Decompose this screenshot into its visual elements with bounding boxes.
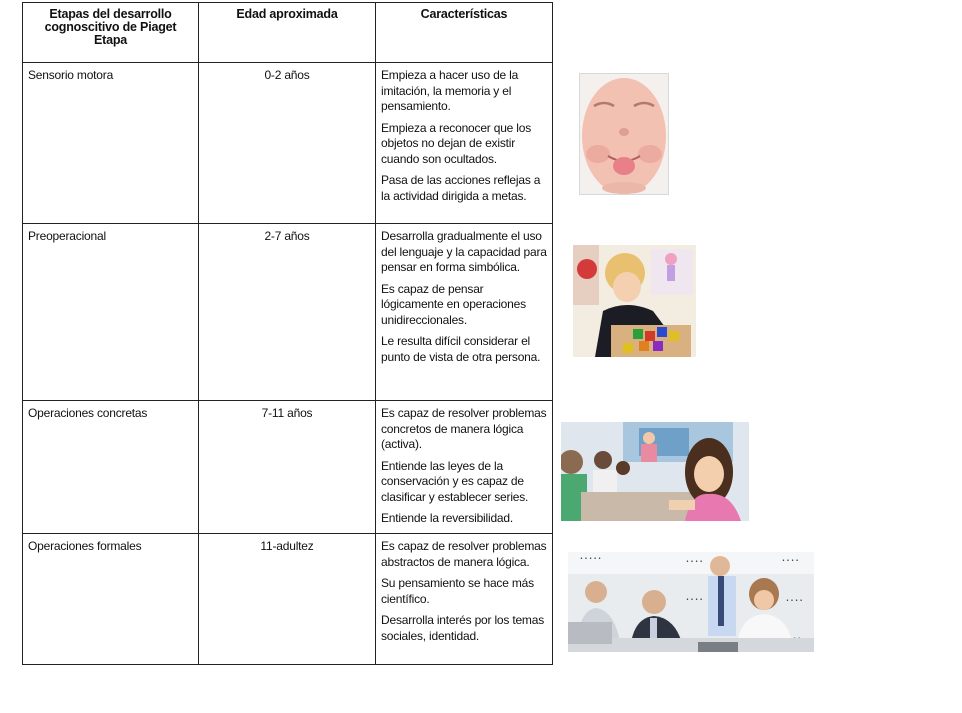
- stage-cell: Sensorio motora: [23, 63, 199, 224]
- age-cell: 11-adultez: [199, 534, 376, 665]
- svg-text:• • • • •: • • • • •: [580, 556, 602, 562]
- characteristic-item: Desarrolla interés por los temas sociales, identidad.: [381, 613, 545, 643]
- characteristic-item: Es capaz de resolver problemas concretos de manera lógica (activa).: [381, 406, 547, 451]
- table-row: [23, 534, 553, 665]
- stage-cell: Operaciones concretas: [23, 401, 199, 534]
- header-age: Edad aproximada: [199, 3, 376, 63]
- table-header-row: [23, 3, 553, 63]
- characteristics-cell: [376, 63, 553, 224]
- svg-text:• • • •: • • • •: [686, 597, 703, 603]
- piaget-stages-table: [22, 2, 553, 665]
- svg-text:• • • •: • • • •: [786, 598, 803, 604]
- classroom-girl-photo: [561, 422, 749, 521]
- header-stage: Etapas del desarrollo cognoscitivo de Piaget Etapa: [23, 3, 199, 63]
- characteristics-cell: [376, 224, 553, 401]
- child-playing-blocks-photo: [573, 245, 696, 357]
- svg-text:• • • •: • • • •: [686, 559, 703, 565]
- characteristic-item: Desarrolla gradualmente el uso del lenguaje y la capacidad para pensar en forma simbólica.: [381, 229, 547, 274]
- characteristics-cell: [376, 401, 553, 534]
- characteristics-cell: [376, 534, 553, 665]
- characteristic-item: Empieza a reconocer que los objetos no dejan de existir cuando son ocultados.: [381, 120, 532, 166]
- table-row: [23, 63, 553, 224]
- svg-text:• • • •: • • • •: [782, 558, 799, 564]
- stage-cell: Operaciones formales: [23, 534, 199, 665]
- header-characteristics: Características: [376, 3, 553, 63]
- table-row: [23, 224, 553, 401]
- business-team-photo: [568, 552, 814, 652]
- characteristic-item: Su pensamiento se hace más científico.: [381, 576, 534, 606]
- characteristic-item: Entiende las leyes de la conservación y es capaz de clasificar y establecer series.: [381, 458, 529, 504]
- characteristic-item: Pasa de las acciones reflejas a la actividad dirigida a metas.: [381, 173, 541, 203]
- characteristic-item: Entiende la reversibilidad.: [381, 511, 514, 525]
- characteristic-item: Le resulta difícil considerar el punto de vista de otra persona.: [381, 334, 541, 364]
- characteristic-item: Empieza a hacer uso de la imitación, la memoria y el pensamiento.: [381, 68, 519, 113]
- characteristic-item: Es capaz de resolver problemas abstractos de manera lógica.: [381, 539, 547, 569]
- age-cell: 7-11 años: [199, 401, 376, 534]
- age-cell: 2-7 años: [199, 224, 376, 401]
- baby-photo: [579, 73, 669, 195]
- table-row: [23, 401, 553, 534]
- stage-cell: Preoperacional: [23, 224, 199, 401]
- age-cell: 0-2 años: [199, 63, 376, 224]
- characteristic-item: Es capaz de pensar lógicamente en operaciones unidireccionales.: [381, 281, 526, 327]
